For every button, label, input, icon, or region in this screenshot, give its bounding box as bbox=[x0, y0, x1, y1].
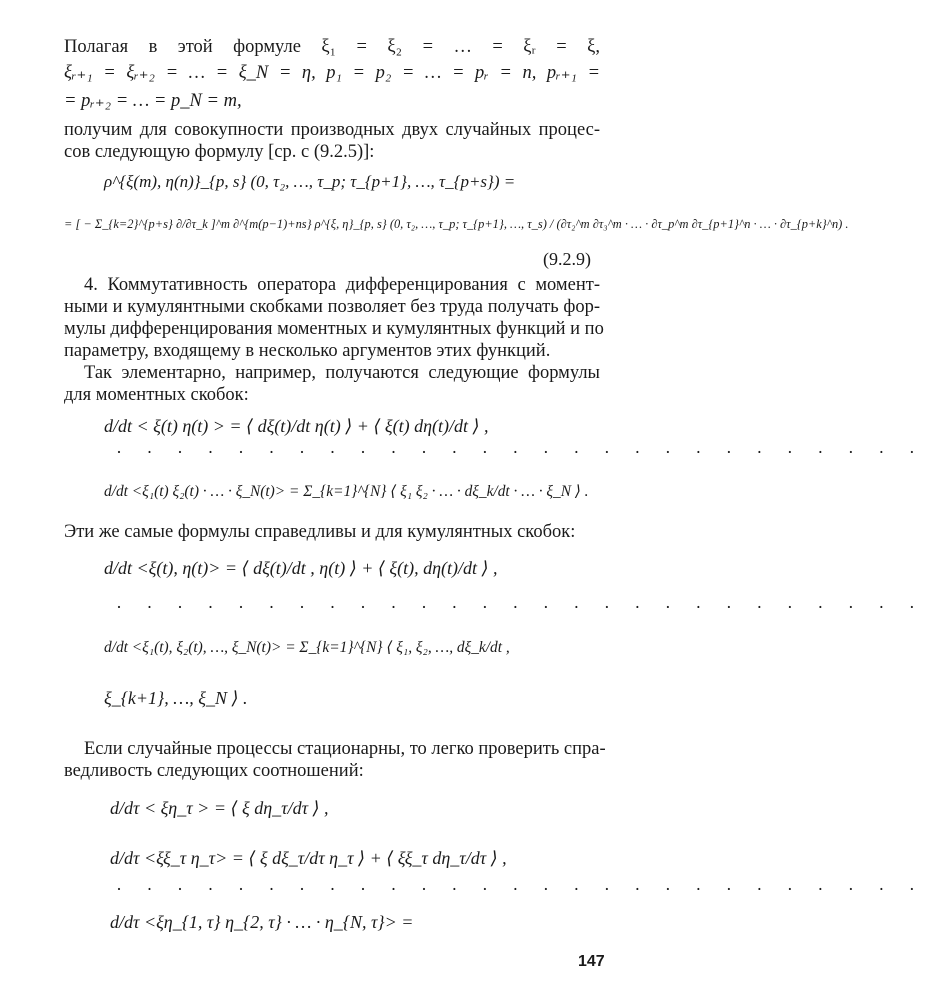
formula-stationary-1: d/dτ < ξη_τ > = ⟨ ξ dη_τ/dτ ⟩ , bbox=[110, 798, 329, 818]
text-line: ξᵣ₊₁ = ξᵣ₊₂ = … = ξ_N = η, p₁ = p₂ = … = pᵣ = n, pᵣ₊₁ = bbox=[64, 63, 600, 83]
dot-row: · · · · · · · · · · · · · · · · · · · · · · · · · · · bbox=[116, 442, 925, 462]
text-line: мулы дифференцирования моментных и кумулянтных функций и по bbox=[64, 319, 604, 339]
text-line: Эти же самые формулы справедливы и для кумулянтных скобок: bbox=[64, 522, 576, 542]
text-line: ными и кумулянтными скобками позволяет без труда получать фор- bbox=[64, 297, 600, 317]
equation-number: (9.2.9) bbox=[543, 249, 591, 269]
text-line: = pᵣ₊₂ = … = p_N = m, bbox=[64, 91, 242, 111]
text-line: Так элементарно, например, получаются следующие формулы bbox=[84, 363, 600, 383]
dot-row: · · · · · · · · · · · · · · · · · · · · · · · · · · · bbox=[116, 597, 925, 617]
formula-9-2-9-line-2: = [ − Σ_{k=2}^{p+s} ∂/∂τ_k ]^m ∂^{m(p−1)+ns} ρ^{ξ, η}_{p, s} (0, τ₂, …, τ_p; τ_{p+1}, …, τ_s) / (∂τ₂^m ∂τ₃^m · … · ∂τ_p^m ∂τ_{p+1}^n · … · ∂τ_{p+k}^n) . bbox=[64, 217, 849, 231]
dot-row: · · · · · · · · · · · · · · · · · · · · · · · · · · · bbox=[116, 879, 925, 899]
text-line: ведливость следующих соотношений: bbox=[64, 761, 364, 781]
formula-9-2-9-line-1: ρ^{ξ(m), η(n)}_{p, s} (0, τ₂, …, τ_p; τ_{p+1}, …, τ_{p+s}) = bbox=[104, 172, 516, 191]
text-line: для моментных скобок: bbox=[64, 385, 249, 405]
text-line: Полагая в этой формуле ξ₁ = ξ₂ = … = ξᵣ = ξ, bbox=[64, 37, 600, 57]
text-line: 4. Коммутативность оператора дифференцирования с момент- bbox=[84, 275, 600, 295]
formula-cumulant-2a: d/dt <ξ₁(t), ξ₂(t), …, ξ_N(t)> = Σ_{k=1}^{N} ⟨ ξ₁, ξ₂, …, dξ_k/dt , bbox=[104, 639, 510, 656]
formula-stationary-3: d/dτ <ξη_{1, τ} η_{2, τ} · … · η_{N, τ}> = bbox=[110, 912, 414, 932]
text-line: Если случайные процессы стационарны, то легко проверить спра- bbox=[84, 739, 606, 759]
page-number: 147 bbox=[578, 953, 605, 970]
text-line: получим для совокупности производных двух случайных процес- bbox=[64, 120, 600, 140]
formula-cumulant-2b: ξ_{k+1}, …, ξ_N ⟩ . bbox=[104, 688, 248, 708]
formula-cumulant-1: d/dt <ξ(t), η(t)> = ⟨ dξ(t)/dt , η(t) ⟩ + ⟨ ξ(t), dη(t)/dt ⟩ , bbox=[104, 558, 498, 578]
formula-stationary-2: d/dτ <ξξ_τ η_τ> = ⟨ ξ dξ_τ/dτ η_τ ⟩ + ⟨ ξξ_τ dη_τ/dτ ⟩ , bbox=[110, 848, 507, 868]
formula-moment-2: d/dt <ξ₁(t) ξ₂(t) · … · ξ_N(t)> = Σ_{k=1}^{N} ⟨ ξ₁ ξ₂ · … · dξ_k/dt · … · ξ_N ⟩ . bbox=[104, 483, 589, 500]
text-line: сов следующую формулу [ср. с (9.2.5)]: bbox=[64, 142, 375, 162]
formula-moment-1: d/dt < ξ(t) η(t) > = ⟨ dξ(t)/dt η(t) ⟩ + ⟨ ξ(t) dη(t)/dt ⟩ , bbox=[104, 416, 489, 436]
text-line: параметру, входящему в несколько аргументов этих функций. bbox=[64, 341, 551, 361]
